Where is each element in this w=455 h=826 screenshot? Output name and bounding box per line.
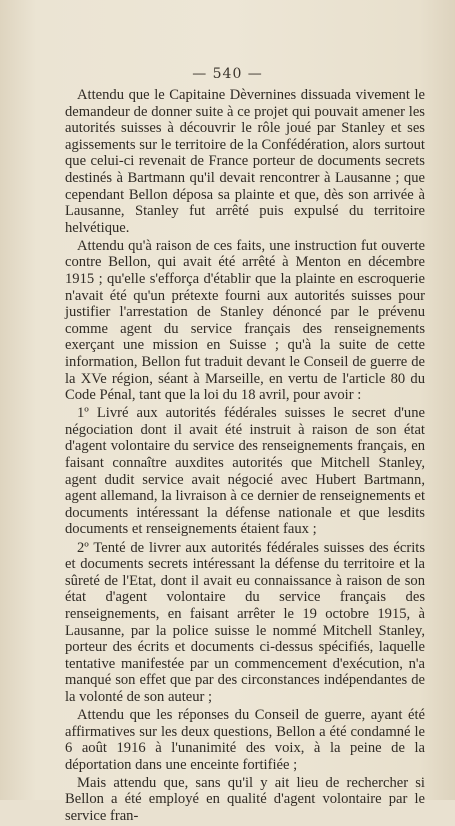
paragraph: Mais attendu que, sans qu'il y ait lieu de rechercher si Bellon a été employé en qualité d'agent volontaire par le service fran- [65,774,425,825]
page-number: — 540 — [192,66,263,82]
paragraph: Attendu que le Capitaine Dèvernines dissuada vivement le demandeur de donner suite à ce projet qui pouvait amener les autorités suisses à découvrir le rôle joué par Stanley et ses agissements sur le territoire de la Confédération, alors surtout que celui-ci revenait de France porteur de documents secrets destinés à Bartmann qu'il devait rencontrer à Lausanne ; que cependant Bellon déposa sa plainte et que, dès son arrivée à Lausanne, Stanley fut arrêté puis expulsé du territoire helvétique. [65,87,425,236]
paragraph: 1º Livré aux autorités fédérales suisses le secret d'une négociation dont il avait été instruit à raison de son état d'agent volontaire du service des renseignements français, en faisant connaître auxdites autorités que Mitchell Stanley, agent dudit service avait négocié avec Hubert Bartmann, agent allemand, la livraison à ce dernier de renseignements et documents intéressant la défense nationale et que lesdits documents et renseignements étaient faux ; [65,405,425,538]
body-text [65,87,425,826]
paragraph: 2º Tenté de livrer aux autorités fédérales suisses des écrits et documents secrets intéressant la défense du territoire et la sûreté de l'Etat, dont il avait eu connaissance à raison de son état d'agent volontaire du service français des renseignements, en faisant arrêter le 19 octobre 1915, à Lausanne, par la police suisse le nommé Mitchell Stanley, porteur des écrits et documents ci-dessus spécifiés, laquelle tentative manifestée par un commencement d'exécution, n'a manqué son effet que par des circonstances indépendantes de la volonté de son auteur ; [65,539,425,705]
paragraph: Attendu qu'à raison de ces faits, une instruction fut ouverte contre Bellon, qui avait été arrêté à Menton en décembre 1915 ; qu'elle s'efforça d'établir que la plainte en escroquerie n'avait été qu'un prétexte fourni aux autorités suisses pour justifier l'arrestation de Stanley dénoncé par le prévenu comme agent du service français des renseignements exerçant une mission en Suisse ; qu'à la suite de cette information, Bellon fut traduit devant le Conseil de guerre de la XVe région, séant à Marseille, en vertu de l'article 80 du Code Pénal, tant que la loi du 18 avril, pour avoir : [65,237,425,404]
paragraph: Attendu que les réponses du Conseil de guerre, ayant été affirmatives sur les deux questions, Bellon a été condamné le 6 août 1916 à l'unanimité des voix, à la peine de la déportation dans une enceinte fortifiée ; [65,706,425,773]
